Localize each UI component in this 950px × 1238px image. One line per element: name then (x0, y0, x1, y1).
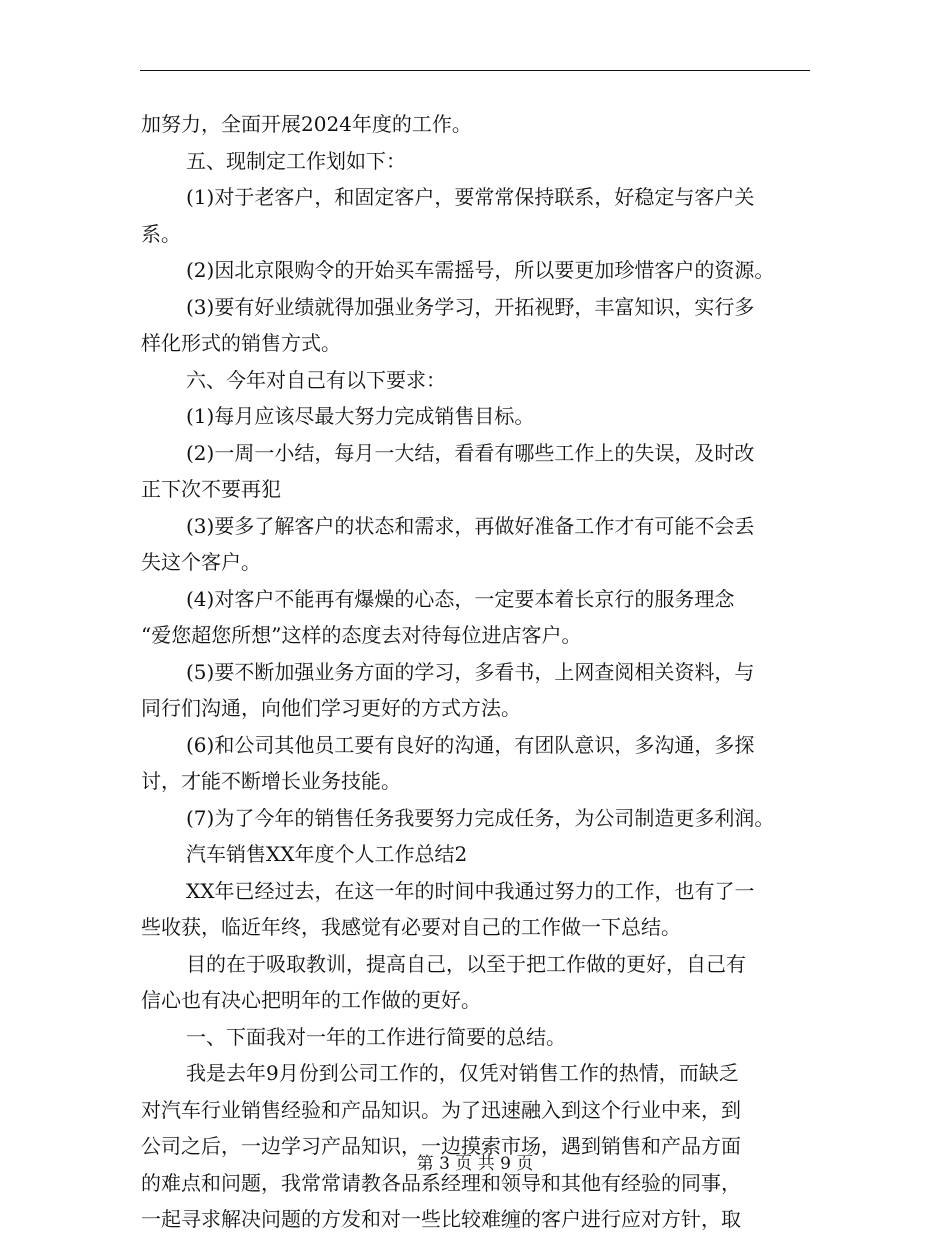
text-line: 公司之后，一边学习产品知识，一边摸索市场，遇到销售和产品方面 (141, 1134, 741, 1158)
text-line: 对汽车行业销售经验和产品知识。为了迅速融入到这个行业中来，到 (141, 1097, 741, 1122)
text-line: XX年已经过去，在这一年的时间中我通过努力的工作，也有了一 (186, 878, 755, 903)
text-line: 正下次不要再犯 (141, 477, 281, 501)
text-line: (1)每月应该尽最大努力完成销售目标。 (186, 404, 535, 428)
text-line: (1)对于老客户，和固定客户，要常常保持联系，好稳定与客户关 (186, 185, 755, 209)
text-line: (2)一周一小结，每月一大结，看看有哪些工作上的失误，及时改 (186, 440, 755, 465)
text-line: 加努力，全面开展2024年度的工作。 (141, 112, 472, 136)
text-line: (6)和公司其他员工要有良好的沟通，有团队意识，多沟通，多探 (186, 732, 755, 757)
document-body (141, 106, 811, 1238)
text-line: 五、现制定工作划如下： (186, 148, 406, 173)
text-line: 目的在于吸取教训，提高自己，以至于把工作做的更好，自己有 (186, 951, 746, 976)
header-rule (140, 70, 810, 71)
text-line: 讨，才能不断增长业务技能。 (141, 769, 401, 793)
text-line: 的难点和问题，我常常请教各品系经理和领导和其他有经验的同事， (141, 1170, 741, 1195)
text-line: (7)为了今年的销售任务我要努力完成任务，为公司制造更多利润。 (186, 805, 775, 830)
text-line: 同行们沟通，向他们学习更好的方式方法。 (141, 696, 521, 720)
text-line: 一起寻求解决问题的方发和对一些比较难缠的客户进行应对方针，取 (141, 1207, 741, 1231)
text-line: 信心也有决心把明年的工作做的更好。 (141, 988, 481, 1012)
page-footer: 第 3 页 共 9 页 (416, 1154, 534, 1174)
text-line: 失这个客户。 (141, 550, 261, 574)
text-line: 六、今年对自己有以下要求： (186, 367, 446, 392)
text-line: (3)要有好业绩就得加强业务学习，开拓视野，丰富知识，实行多 (186, 294, 755, 319)
text-line: (2)因北京限购令的开始买车需摇号，所以要更加珍惜客户的资源。 (186, 258, 775, 282)
text-line: 样化形式的销售方式。 (141, 331, 341, 355)
text-line: (3)要多了解客户的状态和需求，再做好准备工作才有可能不会丢 (186, 513, 755, 538)
text-line: 一、下面我对一年的工作进行简要的总结。 (186, 1024, 566, 1049)
text-line: (5)要不断加强业务方面的学习，多看书，上网查阅相关资料，与 (186, 659, 755, 684)
text-line: (4)对客户不能再有爆燥的心态，一定要本着长京行的服务理念 (186, 586, 735, 611)
text-line: “爱您超您所想”这样的态度去对待每位进店客户。 (141, 623, 582, 647)
text-line: 系。 (141, 221, 181, 246)
text-line: 些收获，临近年终，我感觉有必要对自己的工作做一下总结。 (141, 915, 681, 939)
text-line: 汽车销售XX年度个人工作总结2 (186, 842, 468, 866)
text-line: 我是去年9月份到公司工作的，仅凭对销售工作的热情，而缺乏 (186, 1061, 739, 1085)
